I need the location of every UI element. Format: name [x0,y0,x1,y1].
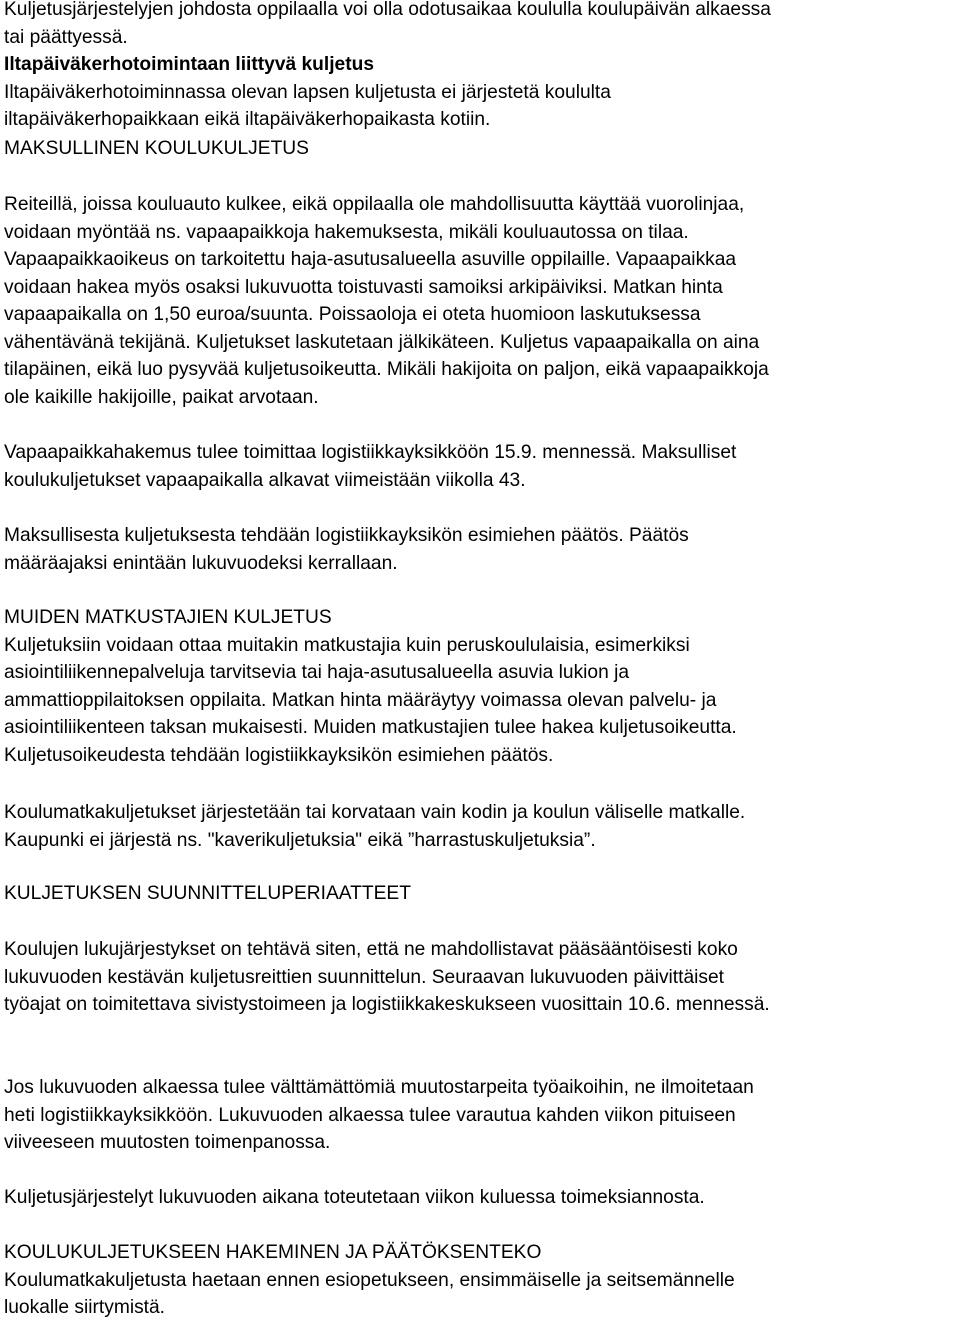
application-section [4,1239,735,1322]
text-line: voidaan myöntää ns. vapaapaikkoja hakemuksesta, mikäli kouluautossa on tilaa. [4,221,689,243]
intro-paragraph [4,0,771,51]
planning-principles-section [4,880,411,908]
text-line: ammattioppilaitoksen oppilaita. Matkan hinta määräytyy voimassa olevan palvelu- ja [4,689,717,711]
text-line: lukuvuoden kestävän kuljetusreittien suunnittelun. Seuraavan lukuvuoden päivittäiset [4,966,724,988]
text-line: voidaan hakea myös osaksi lukuvuotta toistuvasti samoiksi arkipäiviksi. Matkan hinta [4,276,723,298]
text-line: viiveeseen muutosten toimenpanossa. [4,1132,331,1153]
text-line: Kaupunki ei järjestä ns. "kaverikuljetuksia" eikä ”harrastuskuljetuksia”. [4,829,596,851]
text-line: Koulujen lukujärjestykset on tehtävä siten, että ne mahdollistavat pääsääntöisesti koko [4,939,738,960]
text-line: iltapäiväkerhopaikkaan eikä iltapäiväkerhopaikasta kotiin. [4,109,491,130]
section-heading: KULJETUKSEN SUUNNITTELUPERIAATTEET [4,883,411,904]
planning-paragraph-1 [4,936,770,1019]
text-line: Jos lukuvuoden alkaessa tulee välttämättömiä muutostarpeita työaikoihin, ne ilmoitetaan [4,1077,754,1098]
afternoon-club-section [4,51,611,134]
section-heading: KOULUKULJETUKSEEN HAKEMINEN JA PÄÄTÖKSENTEKO [4,1242,542,1263]
text-line: Reiteillä, joissa kouluauto kulkee, eikä oppilaalla ole mahdollisuutta käyttää vuorolinjaa, [4,194,745,215]
text-line: asiointiliikenteen taksan mukaisesti. Muiden matkustajien tulee hakea kuljetusoikeutta. [4,717,737,738]
paid-transport-paragraph-1 [4,191,769,411]
text-line: Kuljetusjärjestelyt lukuvuoden aikana toteutetaan viikon kuluessa toimeksiannosta. [4,1187,705,1208]
section-heading: MUIDEN MATKUSTAJIEN KULJETUS [4,607,332,628]
paid-transport-paragraph-2 [4,439,736,494]
text-line: työajat on toimitettava sivistystoimeen ja logistiikkakeskukseen vuosittain 10.6. mennessä. [4,994,770,1015]
planning-paragraph-2 [4,1074,754,1157]
text-line: Maksullisesta kuljetuksesta tehdään logistiikkayksikön esimiehen päätös. Päätös [4,525,689,546]
text-line: Vapaapaikkaoikeus on tarkoitettu haja-asutusalueella asuville oppilaille. Vapaapaikkaa [4,249,737,270]
text-line: vapaapaikalla on 1,50 euroa/suunta. Poissaoloja ei oteta huomioon laskutuksessa [4,304,701,325]
text-line: määräajaksi enintään lukuvuodeksi kerrallaan. [4,552,398,574]
paid-transport-paragraph-3 [4,522,689,577]
text-line: Kuljetusoikeudesta tehdään logistiikkayksikön esimiehen päätös. [4,744,554,766]
text-line: Kuljetuksiin voidaan ottaa muitakin matkustajia kuin peruskoululaisia, esimerkiksi [4,634,690,656]
section-heading: Iltapäiväkerhotoimintaan liittyvä kuljetus [4,54,374,75]
text-line: tilapäinen, eikä luo pysyvää kuljetusoikeutta. Mikäli hakijoita on paljon, eikä vapaapaikkoja [4,359,769,380]
other-passengers-section [4,604,737,769]
text-line: vähentävänä tekijänä. Kuljetukset laskutetaan jälkikäteen. Kuljetus vapaapaikalla on aina [4,331,760,353]
other-passengers-paragraph-2 [4,799,745,854]
text-line: asiointiliikennepalveluja tarvitsevia tai haja-asutusalueella asuvia lukion ja [4,662,630,683]
text-line: ole kaikille hakijoille, paikat arvotaan. [4,386,319,408]
text-line: Koulumatkakuljetukset järjestetään tai korvataan vain kodin ja koulun väliselle matkalle. [4,802,746,823]
text-line: Koulumatkakuljetusta haetaan ennen esiopetukseen, ensimmäiselle ja seitsemännelle [4,1269,735,1291]
text-line: Vapaapaikkahakemus tulee toimittaa logistiikkayksikköön 15.9. mennessä. Maksulliset [4,442,737,463]
text-line: tai päättyessä. [4,26,128,48]
paid-transport-section [4,135,309,163]
section-heading: MAKSULLINEN KOULUKULJETUS [4,138,309,159]
text-line: luokalle siirtymistä. [4,1297,166,1318]
planning-paragraph-3 [4,1184,705,1212]
text-line: koulukuljetukset vapaapaikalla alkavat viimeistään viikolla 43. [4,469,526,491]
text-line: Kuljetusjärjestelyjen johdosta oppilaalla voi olla odotusaikaa koululla koulupäivän alkaessa [4,0,771,20]
text-line: heti logistiikkayksikköön. Lukuvuoden alkaessa tulee varautua kahden viikon pituiseen [4,1104,736,1126]
text-line: Iltapäiväkerhotoiminnassa olevan lapsen kuljetusta ei järjestetä koululta [4,81,611,103]
